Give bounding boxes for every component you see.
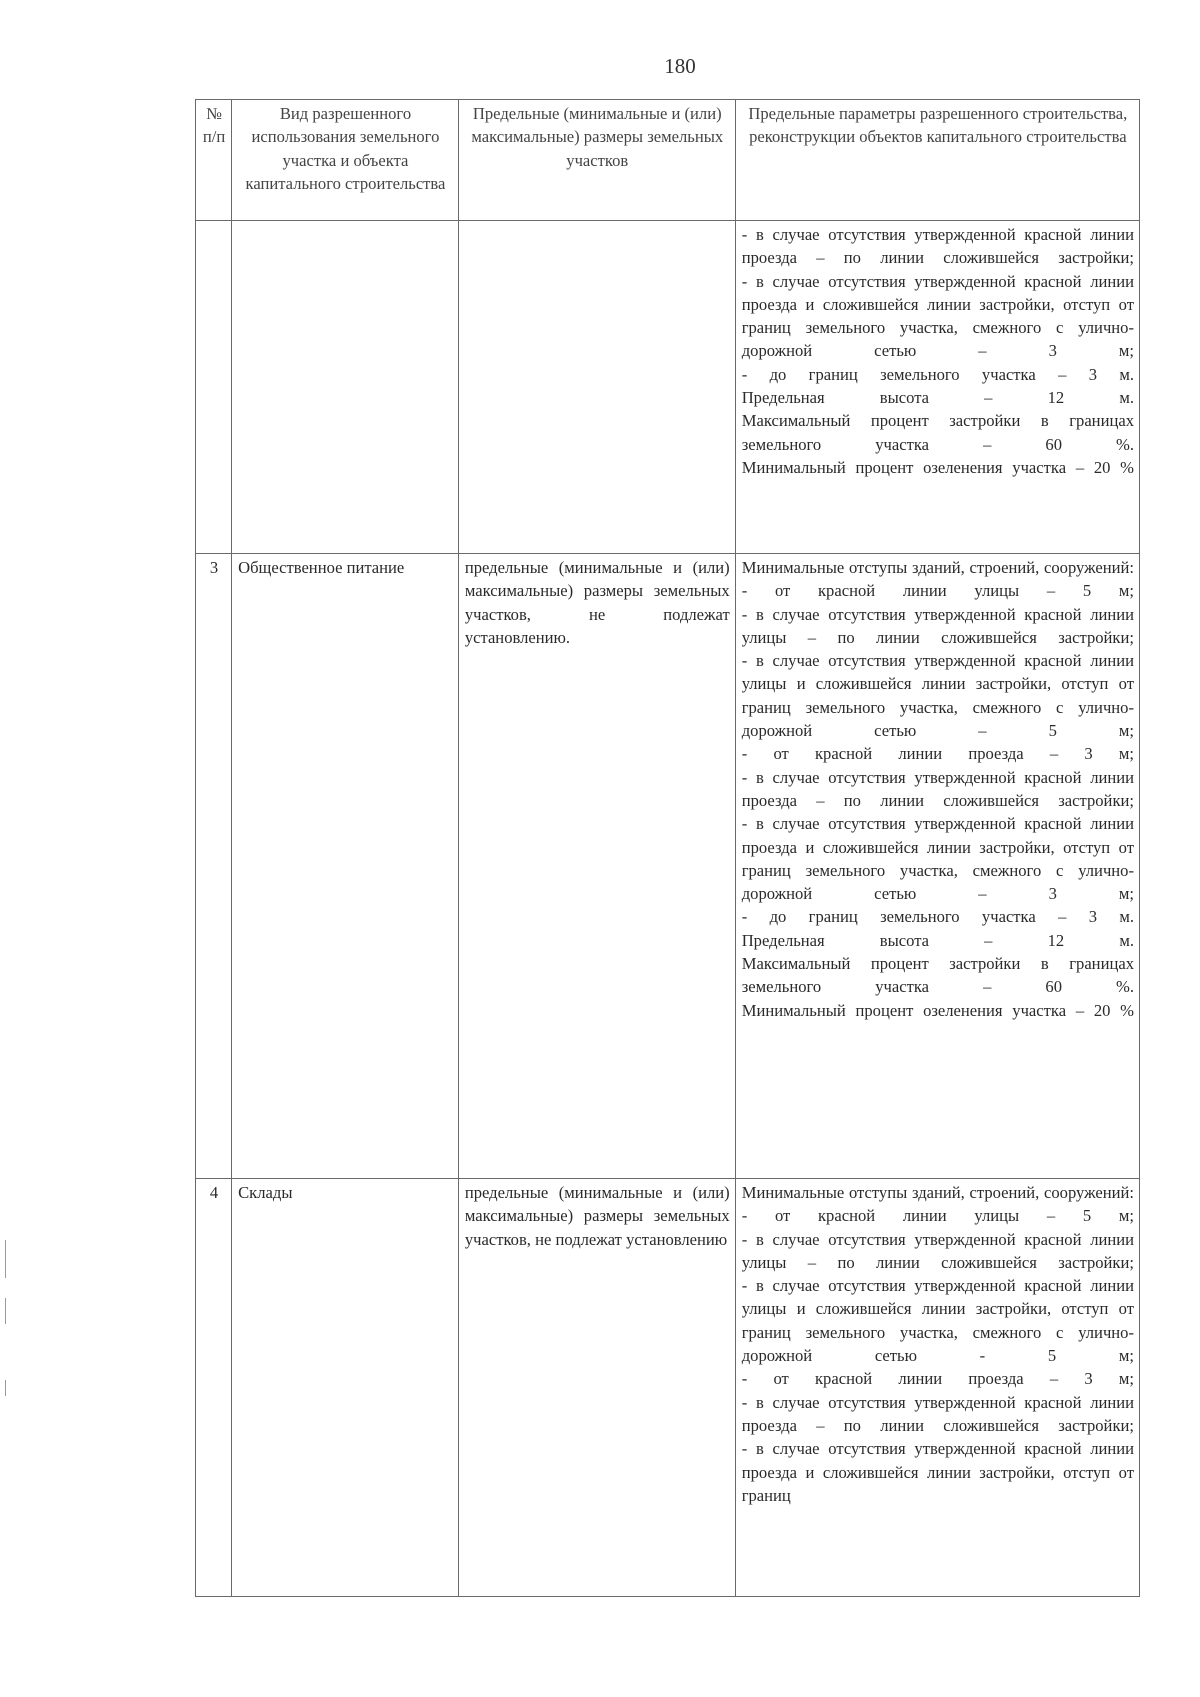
table-row <box>196 554 1140 1179</box>
param-line: Минимальные отступы зданий, строений, сооружений: <box>741 558 1134 577</box>
param-line: Максимальный процент застройки в границах земельного участка – 60 %. <box>741 411 1134 454</box>
table-row-continuation <box>196 221 1140 554</box>
param-line: - в случае отсутствия утвержденной красной линии проезда и сложившейся линии застройки, отступ от границ земельного участка, смежного с улично-дорожной сетью – 3 м; <box>741 271 1134 361</box>
param-line: - в случае отсутствия утвержденной красной линии улицы и сложившейся линии застройки, отступ от границ земельного участка, смежного с улично-дорожной сетью - 5 м; <box>741 1276 1134 1366</box>
scan-mark <box>5 1240 6 1278</box>
regulations-table <box>195 99 1140 1597</box>
table-row <box>196 1179 1140 1597</box>
header-permitted-use: Вид разрешенного использования земельного участка и объекта капитального строительства <box>232 100 459 221</box>
row-number <box>196 221 232 554</box>
row-permitted-use: Общественное питание <box>232 554 459 1179</box>
param-line: Предельная высота – 12 м. <box>741 930 1134 950</box>
row-plot-size <box>458 1179 735 1597</box>
page-number: 180 <box>664 54 696 78</box>
param-line: - до границ земельного участка – 3 м. <box>741 907 1134 927</box>
row-plot-size <box>458 221 735 554</box>
param-line: - в случае отсутствия утвержденной красной линии проезда и сложившейся линии застройки, отступ от границ <box>741 1439 1134 1505</box>
row-plot-size <box>458 554 735 1179</box>
row-construction-params <box>735 1179 1139 1597</box>
plot-size-text: предельные (минимальные и (или) максимальные) размеры земельных участков, не подлежат установлению <box>464 1183 730 1249</box>
header-construction-params: Предельные параметры разрешенного строительства, реконструкции объектов капитального строительства <box>735 100 1139 221</box>
scan-mark <box>5 1298 6 1324</box>
param-line: Максимальный процент застройки в границах земельного участка – 60 %. <box>741 954 1134 997</box>
param-line: - от красной линии проезда – 3 м; <box>741 1369 1134 1389</box>
plot-size-text: предельные (минимальные и (или) максимальные) размеры земельных участков, не подлежат установлению. <box>464 558 730 647</box>
param-line: - от красной линии улицы – 5 м; <box>741 581 1134 601</box>
param-line: Предельная высота – 12 м. <box>741 388 1134 408</box>
row-permitted-use <box>232 221 459 554</box>
param-line: - в случае отсутствия утвержденной красной линии проезда и сложившейся линии застройки, отступ от границ земельного участка, смежного с улично-дорожной сетью – 3 м; <box>741 814 1134 904</box>
param-line: - от красной линии проезда – 3 м; <box>741 744 1134 764</box>
scan-margin-marks <box>5 1240 7 1400</box>
param-line: - в случае отсутствия утвержденной красной линии улицы – по линии сложившейся застройки; <box>741 604 1134 647</box>
param-line: - в случае отсутствия утвержденной красной линии улицы и сложившейся линии застройки, отступ от границ земельного участка, смежного с улично-дорожной сетью – 5 м; <box>741 651 1134 741</box>
param-line: - в случае отсутствия утвержденной красной линии проезда – по линии сложившейся застройки; <box>741 1392 1134 1435</box>
header-plot-size: Предельные (минимальные и (или) максимальные) размеры земельных участков <box>458 100 735 221</box>
scan-mark <box>5 1380 6 1396</box>
header-number: № п/п <box>196 100 232 221</box>
param-line: - до границ земельного участка – 3 м. <box>741 364 1134 384</box>
param-line: Минимальный процент озеленения участка – 20 % <box>741 1000 1134 1020</box>
row-permitted-use: Склады <box>232 1179 459 1597</box>
param-line: - в случае отсутствия утвержденной красной линии улицы – по линии сложившейся застройки; <box>741 1229 1134 1272</box>
param-line: - в случае отсутствия утвержденной красной линии проезда – по линии сложившейся застройки; <box>741 225 1134 268</box>
row-construction-params <box>735 221 1139 554</box>
param-line: Минимальный процент озеленения участка – 20 % <box>741 457 1134 477</box>
param-line: - в случае отсутствия утвержденной красной линии проезда – по линии сложившейся застройки; <box>741 767 1134 810</box>
row-number: 3 <box>196 554 232 1179</box>
row-number: 4 <box>196 1179 232 1597</box>
param-line: Минимальные отступы зданий, строений, сооружений: <box>741 1183 1134 1202</box>
param-line: - от красной линии улицы – 5 м; <box>741 1206 1134 1226</box>
table-header-row <box>196 100 1140 221</box>
row-construction-params <box>735 554 1139 1179</box>
